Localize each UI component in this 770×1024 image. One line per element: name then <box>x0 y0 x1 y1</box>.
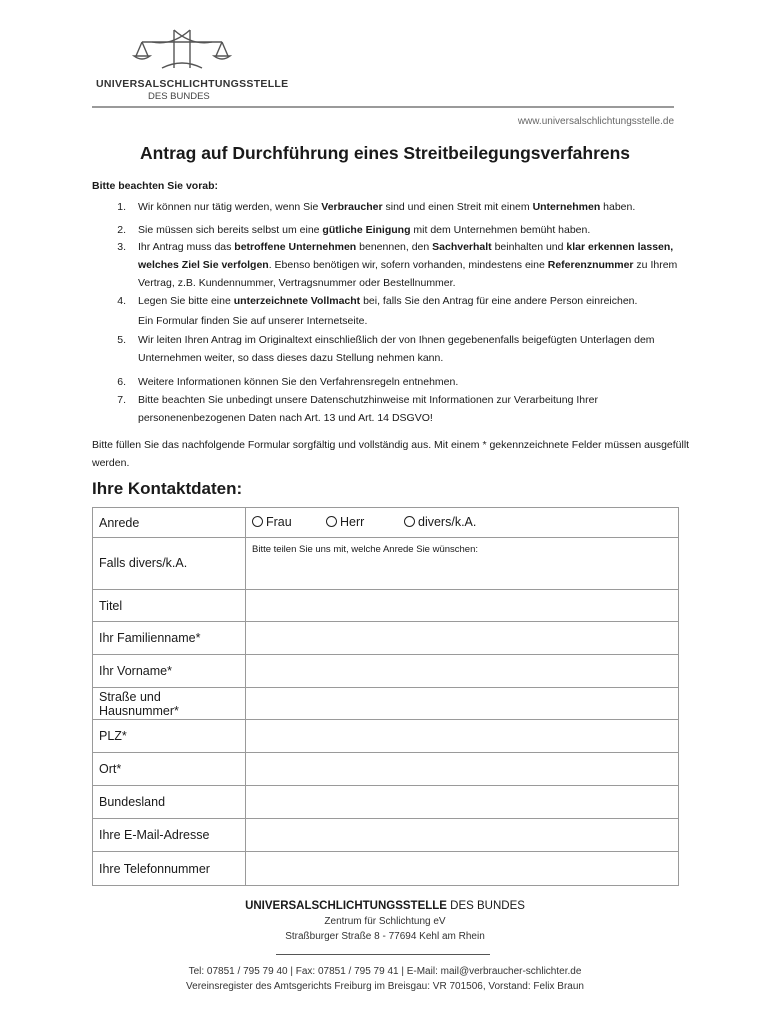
field-label: Bundesland <box>93 786 246 819</box>
form-row <box>93 852 679 886</box>
falls-field[interactable] <box>246 538 679 590</box>
note-text: Legen Sie bitte eine unterzeichnete Vollmacht bei, falls Sie den Antrag für eine andere Person einreichen. <box>138 295 638 307</box>
note-number: 4. <box>117 295 126 307</box>
note-text: Bitte beachten Sie unbedingt unsere Datenschutzhinweise mit Informationen zur Verarbeitung Ihrer personenenbezogenen Daten nach Art. 13 und Art. 14 DSGVO! <box>138 394 598 424</box>
header-divider <box>92 106 674 108</box>
field-label: Straße und Hausnummer* <box>93 688 246 720</box>
field-input[interactable] <box>246 852 679 886</box>
radio-label: Herr <box>340 514 365 529</box>
section-title: Ihre Kontaktdaten: <box>92 479 243 498</box>
field-input[interactable] <box>246 786 679 819</box>
note-text: Wir leiten Ihren Antrag im Originaltext einschließlich der von Ihnen gegebenenfalls beigefügten Unterlagen dem Unternehmen weiter, so dass dieses dazu Stellung nehmen kann. <box>138 334 655 364</box>
note-number: 1. <box>117 201 126 213</box>
footer-org-rest: DES BUNDES <box>446 900 525 912</box>
form-row <box>93 753 679 786</box>
note-text: Sie müssen sich bereits selbst um eine gütliche Einigung mit dem Unternehmen bemüht haben. <box>138 224 591 236</box>
radio-label: divers/k.A. <box>418 514 477 529</box>
note-number: 7. <box>117 394 126 406</box>
field-label: Ihre E-Mail-Adresse <box>93 819 246 852</box>
form-row <box>93 786 679 819</box>
falls-hint: Bitte teilen Sie uns mit, welche Anrede Sie wünschen: <box>252 543 479 555</box>
footer-contact: Tel: 07851 / 795 79 40 | Fax: 07851 / 795 79 41 | E-Mail: mail@verbraucher-schlichter.de <box>188 966 582 977</box>
scales-bridge-logo-icon <box>132 28 232 72</box>
radio-divers[interactable] <box>404 515 476 529</box>
field-label: Ihr Vorname* <box>93 655 246 688</box>
note-text: Ihr Antrag muss das betroffene Unternehmen benennen, den Sachverhalt beinhalten und klar erkennen lassen, welches Ziel Sie verfolgen. Ebenso benötigen wir, sofern vorhanden, mindestens eine Referenznummer zu Ihrem Vertrag, z.B. Kundennummer, Vertragsnummer oder Bestellnummer. <box>138 241 678 289</box>
logo-subtitle: DES BUNDES <box>148 91 210 102</box>
radio-frau[interactable] <box>252 515 292 529</box>
field-input[interactable] <box>246 655 679 688</box>
footer-register: Vereinsregister des Amtsgerichts Freiburg im Breisgau: VR 701506, Vorstand: Felix Braun <box>186 981 584 992</box>
logo-title: UNIVERSALSCHLICHTUNGSSTELLE <box>96 78 289 90</box>
falls-label: Falls divers/k.A. <box>93 538 246 590</box>
field-label: Ihr Familienname* <box>93 622 246 655</box>
anrede-options <box>246 508 679 538</box>
contact-form <box>92 507 679 886</box>
note-number: 3. <box>117 241 126 253</box>
field-input[interactable] <box>246 590 679 622</box>
footer-divider <box>276 954 490 955</box>
field-input[interactable] <box>246 819 679 852</box>
footer-address: Straßburger Straße 8 - 77694 Kehl am Rhein <box>285 931 485 942</box>
field-label: Ort* <box>93 753 246 786</box>
field-label: Titel <box>93 590 246 622</box>
form-row-anrede <box>93 508 679 538</box>
radio-herr[interactable] <box>326 515 364 529</box>
website-link[interactable]: www.universalschlichtungsstelle.de <box>517 116 674 127</box>
note-number: 5. <box>117 334 126 346</box>
footer-organization <box>0 900 770 912</box>
notes-heading: Bitte beachten Sie vorab: <box>92 180 219 192</box>
field-input[interactable] <box>246 688 679 720</box>
form-row <box>93 688 679 720</box>
footer-line: Zentrum für Schlichtung eV <box>324 916 446 927</box>
radio-label: Frau <box>266 514 292 529</box>
note-text: Weitere Informationen können Sie den Verfahrensregeln entnehmen. <box>138 376 459 388</box>
form-row <box>93 819 679 852</box>
form-row <box>93 655 679 688</box>
note-number: 6. <box>117 376 126 388</box>
radio-circle-icon <box>404 516 415 527</box>
form-row <box>93 590 679 622</box>
note-text: Wir können nur tätig werden, wenn Sie Verbraucher sind und einen Streit mit einem Unternehmen haben. <box>138 201 636 213</box>
field-input[interactable] <box>246 720 679 753</box>
field-label: Ihre Telefonnummer <box>93 852 246 886</box>
radio-circle-icon <box>326 516 337 527</box>
page-title: Antrag auf Durchführung eines Streitbeilegungsverfahrens <box>139 143 631 163</box>
field-label: PLZ* <box>93 720 246 753</box>
fill-instructions: Bitte füllen Sie das nachfolgende Formular sorgfältig und vollständig aus. Mit einem * gekennzeichnete Felder müssen ausgefüllt werden. <box>92 439 690 469</box>
form-row <box>93 622 679 655</box>
anrede-label: Anrede <box>93 508 246 538</box>
logo <box>96 28 289 102</box>
radio-circle-icon <box>252 516 263 527</box>
note-number: 2. <box>117 224 126 236</box>
form-row-falls <box>93 538 679 590</box>
field-input[interactable] <box>246 753 679 786</box>
note-text: Ein Formular finden Sie auf unserer Internetseite. <box>138 315 368 327</box>
field-input[interactable] <box>246 622 679 655</box>
form-row <box>93 720 679 753</box>
footer-org-bold: UNIVERSALSCHLICHTUNGSSTELLE <box>245 900 447 912</box>
